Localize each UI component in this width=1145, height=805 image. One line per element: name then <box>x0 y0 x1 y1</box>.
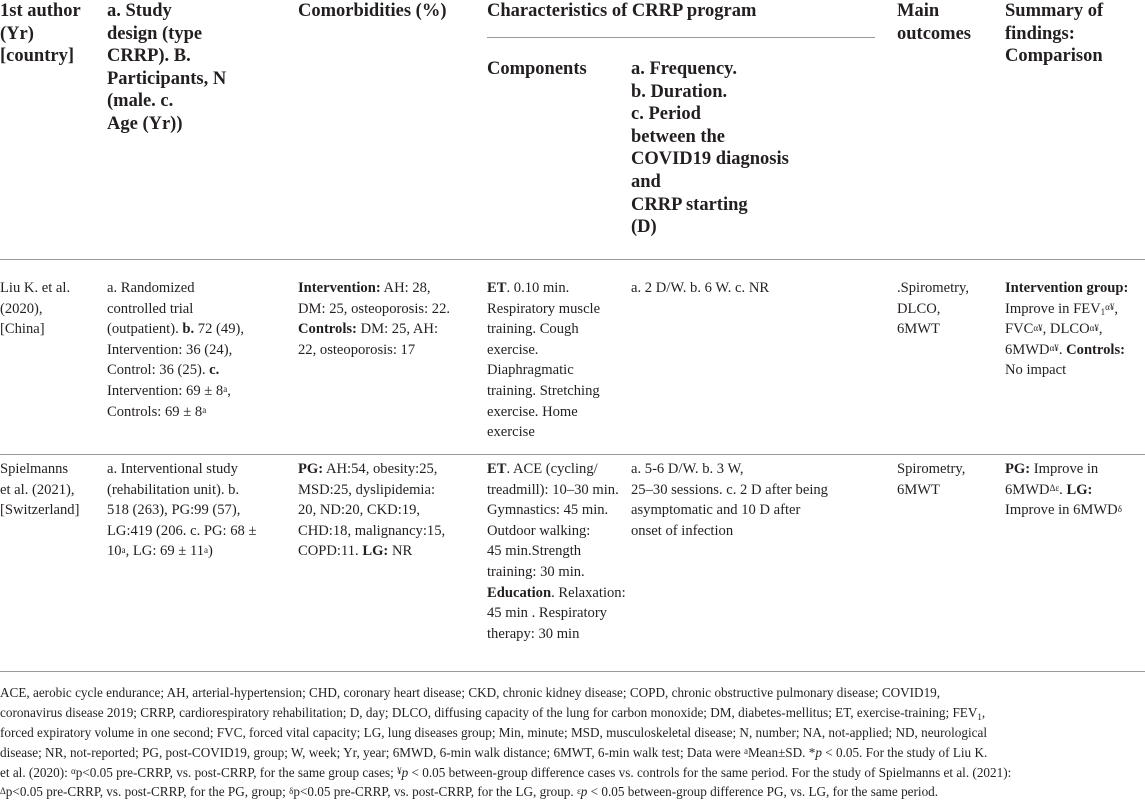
footnote-divider <box>0 671 1145 672</box>
row2-summary: PG: Improve in $6MWD^{\Delta\varepsilon}$. LG: Improve in $6MWD^\delta$ <box>1005 461 1122 519</box>
row2-components: ET. ACE (cycling/ treadmill): 10–30 min. Gymnastics: 45 min. Outdoor walking: 45 min.Strength training: 30 min. Education. Relaxation: 45 min . Respiratory therapy: 30 min <box>487 461 626 642</box>
header-outcomes: Main outcomes <box>897 1 971 44</box>
header-frequency: a. Frequency. b. Duration. c. Period between the COVID19 diagnosis and CRRP starting (D) <box>631 59 789 238</box>
row1-outcomes: .Spirometry, DLCO, 6MWT <box>897 280 970 338</box>
table-footnote: ACE, aerobic cycle endurance; AH, arterial-hypertension; CHD, coronary heart disease; CKD, chronic kidney disease; COPD, chronic obstructive pulmonary disease; COVID19, coronavirus disease 2019; CRRP, cardiorespiratory rehabilitation; D, day; DLCO, diffusing capacity of the lung for carbon monoxide; DM, diabetes-mellitus; ET, exercise-training; $FEV_1$, forced expiratory volume in one second; FVC, forced vital capacity; LG, lung diseases group; Min, minute; MSD, musculoskeletal disease; N, number; NA, not-applied; ND, neurological disease; NR, not-reported; PG, post-COVID19, group; W, week; Yr, year; 6MWD, 6-min walk distance; 6MWT, 6-min walk test; Data were $^a$Mean±SD. *p < 0.05. For the study of Liu K. et al. (2020): $^\alpha$p<0.05 pre-CRRP, vs. post-CRRP, for the same group cases; ¥p < 0.05 between-group difference cases vs. controls for the same period. For the study of Spielmanns et al. (2021): $^\Delta$p<0.05 pre-CRRP, vs. post-CRRP, for the PG, group; $^\delta$p<0.05 pre-CRRP, vs. post-CRRP, for the LG, group. $^\varepsilon$p < 0.05 between-group difference PG, vs. LG, for the same period. <box>0 685 1012 800</box>
row2-frequency: a. 5-6 D/W. b. 3 W, 25–30 sessions. c. 2 D after being asymptomatic and 10 D after onset of infection <box>631 461 828 539</box>
row2-outcomes: Spirometry, 6MWT <box>897 461 966 498</box>
header-subrule <box>487 37 875 38</box>
header-summary: Summary of findings: Comparison <box>1005 1 1104 67</box>
row1-author: Liu K. et al. (2020), [China] <box>0 280 71 338</box>
row2-design: a. Interventional study (rehabilitation unit). b. 518 (263), PG:99 (57), LG:419 (206. c. PG: 68 ± $10^a$, LG: $69 \pm 11^a$) <box>107 461 257 560</box>
header-divider <box>0 259 1145 260</box>
row2-author: Spielmanns et al. (2021), [Switzerland] <box>0 461 80 519</box>
row1-design: a. Randomized controlled trial (outpatient). b. 72 (49), Intervention: 36 (24), Control: 36 (25). c. Intervention: $69 \pm 8^a$, Controls: $69 \pm 8^a$ <box>107 280 245 420</box>
row-divider <box>0 454 1145 455</box>
row1-summary: Intervention group: Improve in $FEV_1^{\alpha¥}$, $FVC^{\alpha¥}$, $DLCO^{\alpha¥}$, $6MWD^{\alpha¥}$. Controls: No impact <box>1005 280 1129 379</box>
header-author: 1st author (Yr) [country] <box>0 1 81 67</box>
row1-components: ET. 0.10 min. Respiratory muscle training. Cough exercise. Diaphragmatic training. Stretching exercise. Home exercise <box>487 280 601 441</box>
header-crrp: Characteristics of CRRP program <box>487 1 757 21</box>
row1-frequency: a. 2 D/W. b. 6 W. c. NR <box>631 280 770 296</box>
row2-comorbidities: PG: AH:54, obesity:25, MSD:25, dyslipidemia: 20, ND:20, CKD:19, CHD:18, malignancy:15, COPD:11. LG: NR <box>298 461 446 560</box>
header-design: a. Study design (type CRRP). B. Participants, N (male. c. Age (Yr)) <box>107 1 227 134</box>
header-components: Components <box>487 59 587 79</box>
row1-comorbidities: Intervention: AH: 28, DM: 25, osteoporosis: 22. Controls: DM: 25, AH: 22, osteoporosis: 17 <box>298 280 451 358</box>
header-comorbidities: Comorbidities (%) <box>298 1 447 21</box>
